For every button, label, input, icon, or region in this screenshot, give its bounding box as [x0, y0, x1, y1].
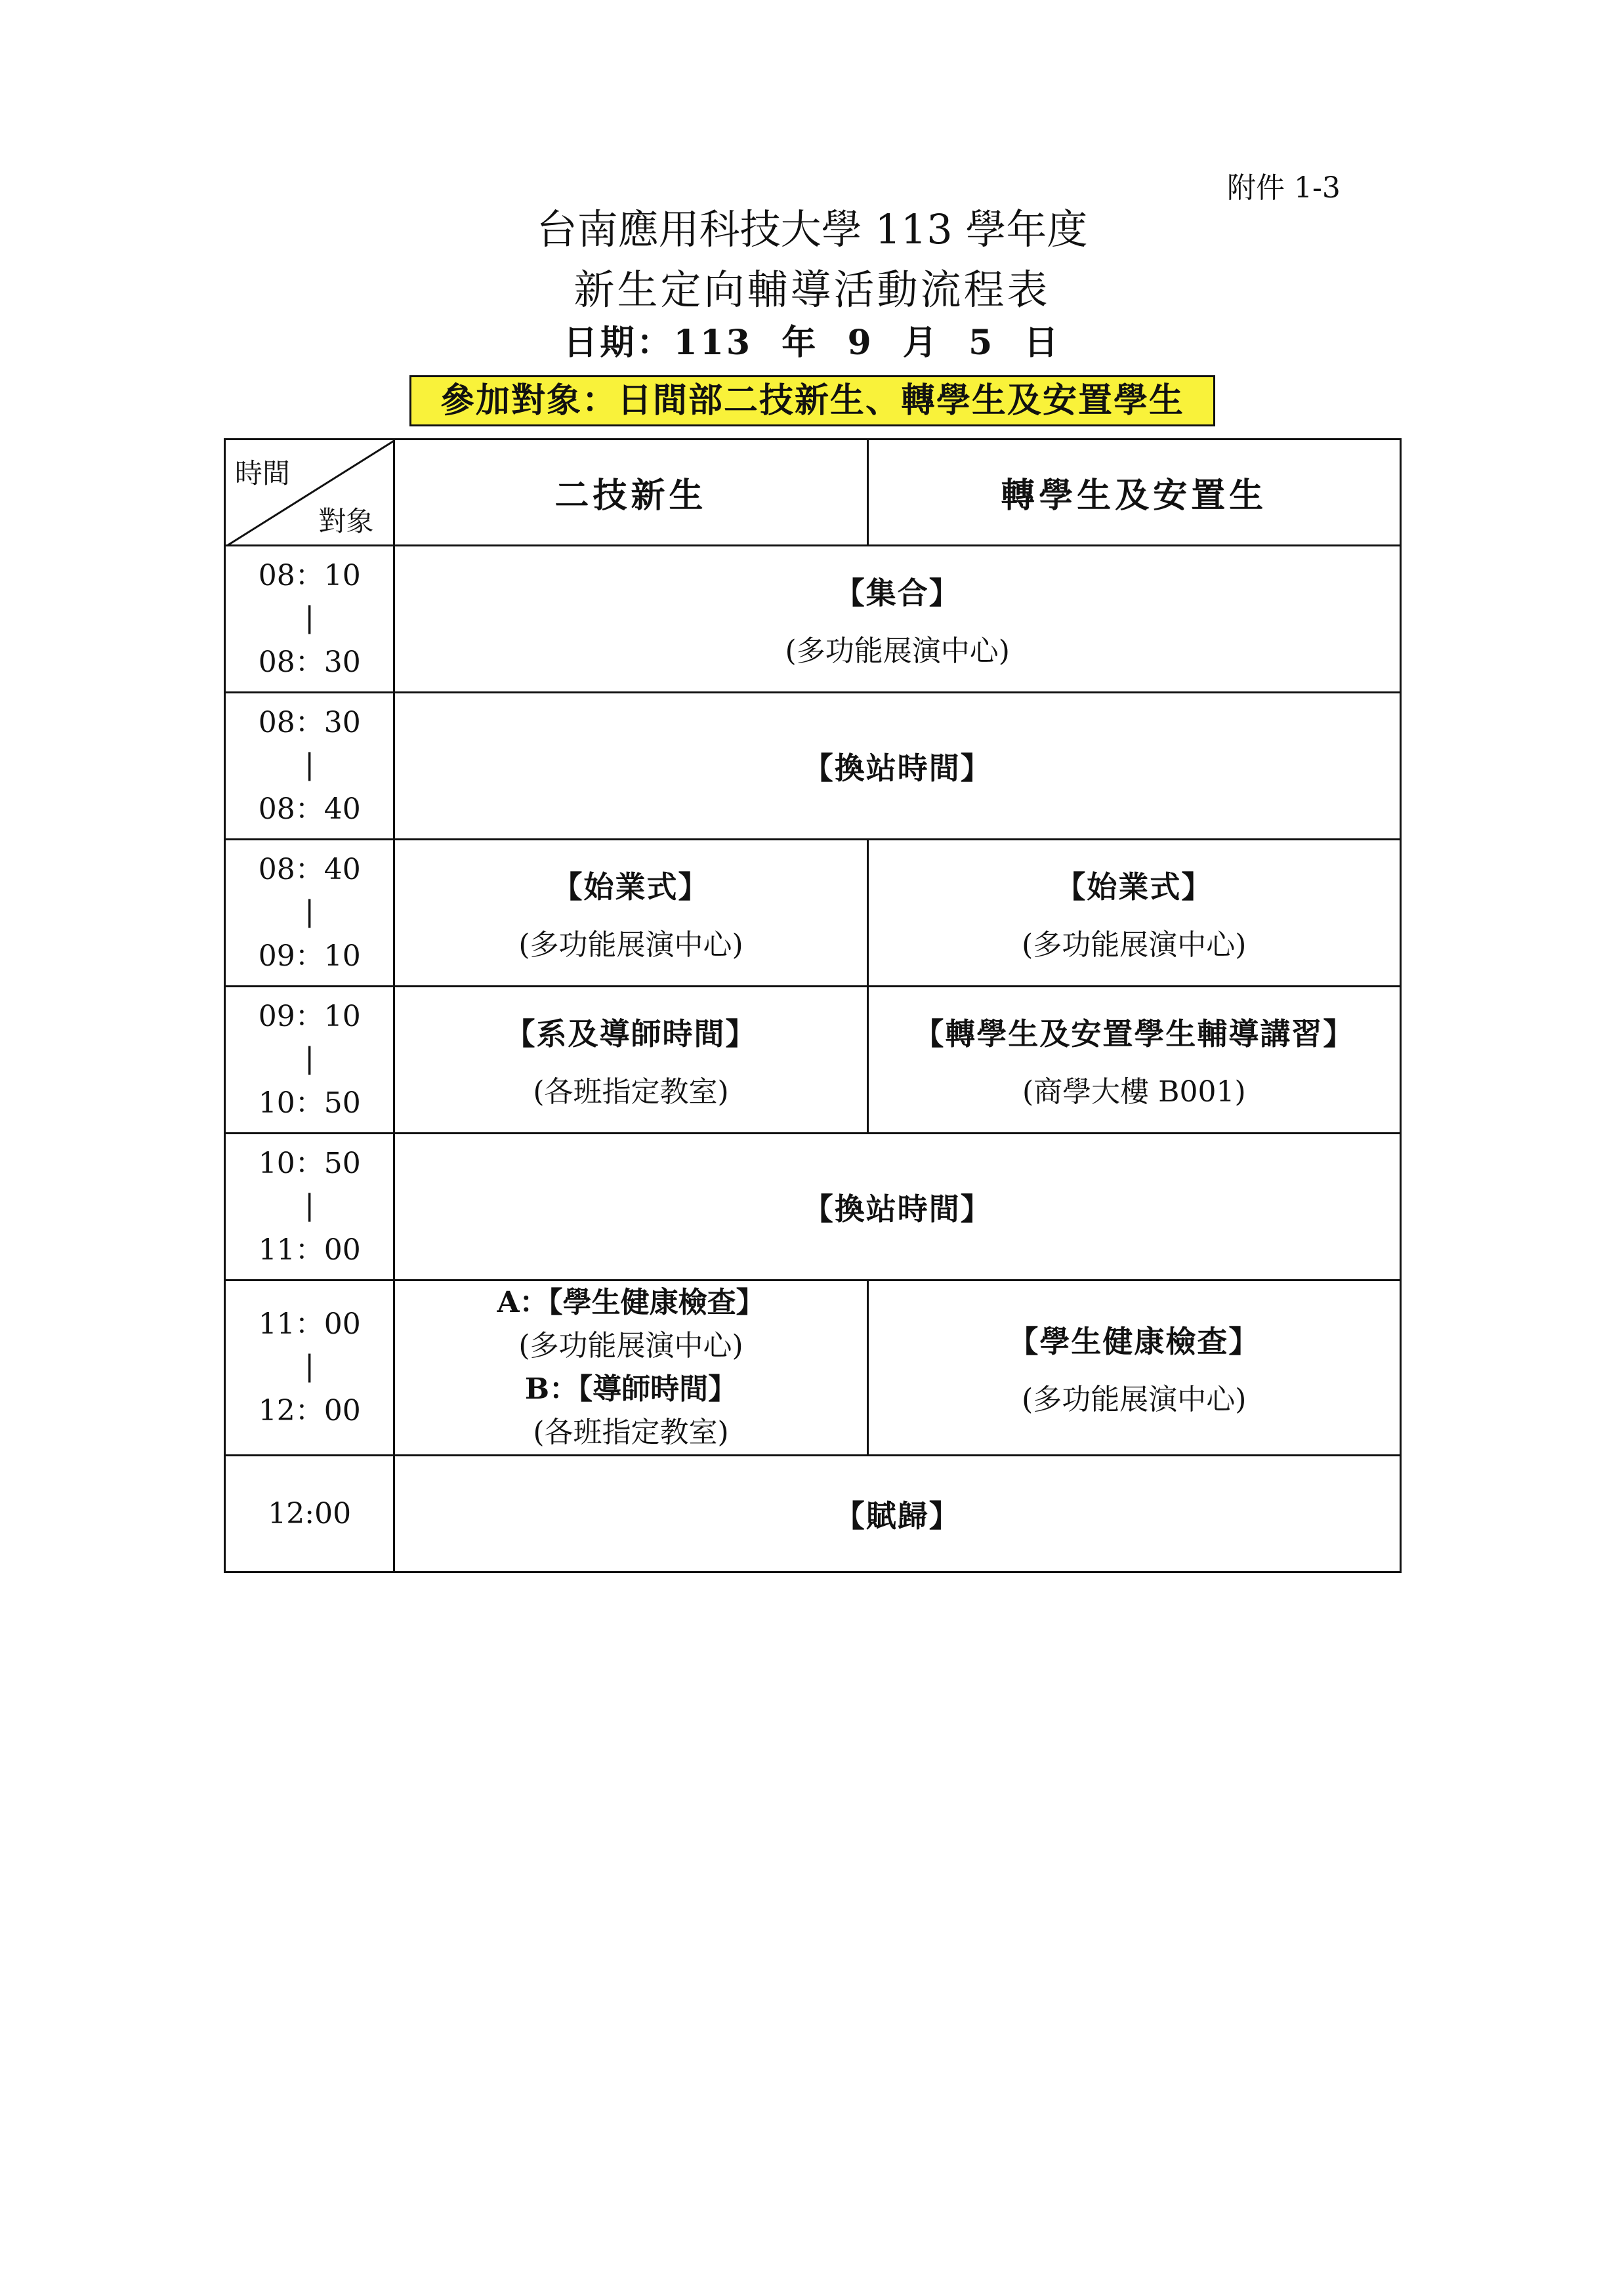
- event-cell: [394, 693, 1401, 840]
- event-cell: [394, 546, 1401, 693]
- event-title: 【集合】: [834, 575, 961, 611]
- start-time: 10：50: [258, 1146, 361, 1180]
- column-header-transfer: 轉學生及安置生: [867, 440, 1400, 546]
- option-b-title: B：【導師時間】: [524, 1372, 738, 1406]
- single-time: 12:00: [268, 1496, 352, 1530]
- table-row: [225, 987, 1401, 1134]
- option-a-title: A：【學生健康檢查】: [497, 1286, 765, 1319]
- time-cell: [225, 987, 394, 1134]
- event-location: (商學大樓 B001): [1022, 1075, 1246, 1109]
- time-separator: |: [304, 894, 315, 928]
- table-row: [225, 1456, 1401, 1572]
- event-title: 【轉學生及安置學生輔導講習】: [913, 1015, 1355, 1052]
- event-cell-two-year: [394, 1281, 867, 1456]
- event-title: 【始業式】: [1055, 869, 1213, 905]
- event-cell-transfer: [867, 987, 1400, 1134]
- table-row: [225, 546, 1401, 693]
- corner-time-label: 時間: [235, 457, 291, 489]
- event-cell-two-year: [394, 987, 867, 1134]
- start-time: 09：10: [258, 999, 361, 1033]
- event-title: 【學生健康檢查】: [1008, 1324, 1260, 1359]
- event-cell-transfer: [867, 840, 1400, 987]
- time-cell: [225, 1281, 394, 1456]
- event-location: (多功能展演中心): [1022, 928, 1247, 962]
- column-header-two-year: 二技新生: [394, 440, 867, 546]
- event-location: (多功能展演中心): [785, 634, 1010, 668]
- end-time: 12：00: [258, 1394, 361, 1427]
- event-location: (多功能展演中心): [1022, 1383, 1247, 1416]
- time-cell: [225, 1134, 394, 1281]
- event-cell: [394, 1134, 1401, 1281]
- time-separator: |: [304, 1188, 315, 1222]
- end-time: 08：30: [258, 645, 361, 679]
- time-separator: |: [304, 1041, 315, 1075]
- event-cell: [394, 1456, 1401, 1572]
- date-line: 日期：113 年 9 月 5 日: [563, 323, 1061, 363]
- table-row: [225, 1134, 1401, 1281]
- table-row: [225, 840, 1401, 987]
- event-title: 【始業式】: [552, 869, 710, 905]
- table-row: [225, 1281, 1401, 1456]
- end-time: 09：10: [258, 939, 361, 973]
- audience-banner: 參加對象：日間部二技新生、轉學生及安置學生: [409, 375, 1215, 426]
- header-row: [225, 440, 1401, 546]
- title-line-2: 新生定向輔導活動流程表: [573, 266, 1051, 314]
- event-cell-two-year: [394, 840, 867, 987]
- schedule-table: [224, 438, 1402, 1573]
- option-b-location: (各班指定教室): [533, 1416, 729, 1449]
- time-separator: |: [304, 1349, 315, 1383]
- corner-target-label: 對象: [318, 505, 374, 537]
- end-time: 08：40: [258, 792, 361, 826]
- start-time: 08：10: [258, 558, 361, 592]
- time-cell: [225, 840, 394, 987]
- event-cell-transfer: [867, 1281, 1400, 1456]
- time-separator: |: [304, 600, 315, 634]
- time-cell: [225, 1456, 394, 1572]
- event-title: 【賦歸】: [834, 1498, 961, 1534]
- time-cell: [225, 546, 394, 693]
- attachment-label: 附件 1-3: [1227, 171, 1341, 205]
- table-row: [225, 693, 1401, 840]
- time-separator: |: [304, 747, 315, 781]
- end-time: 10：50: [258, 1086, 361, 1120]
- start-time: 08：40: [258, 852, 361, 886]
- end-time: 11：00: [258, 1233, 361, 1267]
- start-time: 08：30: [258, 705, 361, 739]
- time-cell: [225, 693, 394, 840]
- event-title: 【系及導師時間】: [505, 1015, 757, 1052]
- start-time: 11：00: [258, 1307, 361, 1341]
- event-location: (多功能展演中心): [518, 928, 743, 962]
- title-line-1: 台南應用科技大學 113 學年度: [536, 205, 1088, 253]
- event-title: 【換站時間】: [802, 1191, 992, 1227]
- corner-cell: [225, 440, 394, 546]
- event-location: (各班指定教室): [533, 1075, 729, 1109]
- option-a-location: (多功能展演中心): [518, 1329, 743, 1363]
- event-title: 【換站時間】: [802, 750, 992, 786]
